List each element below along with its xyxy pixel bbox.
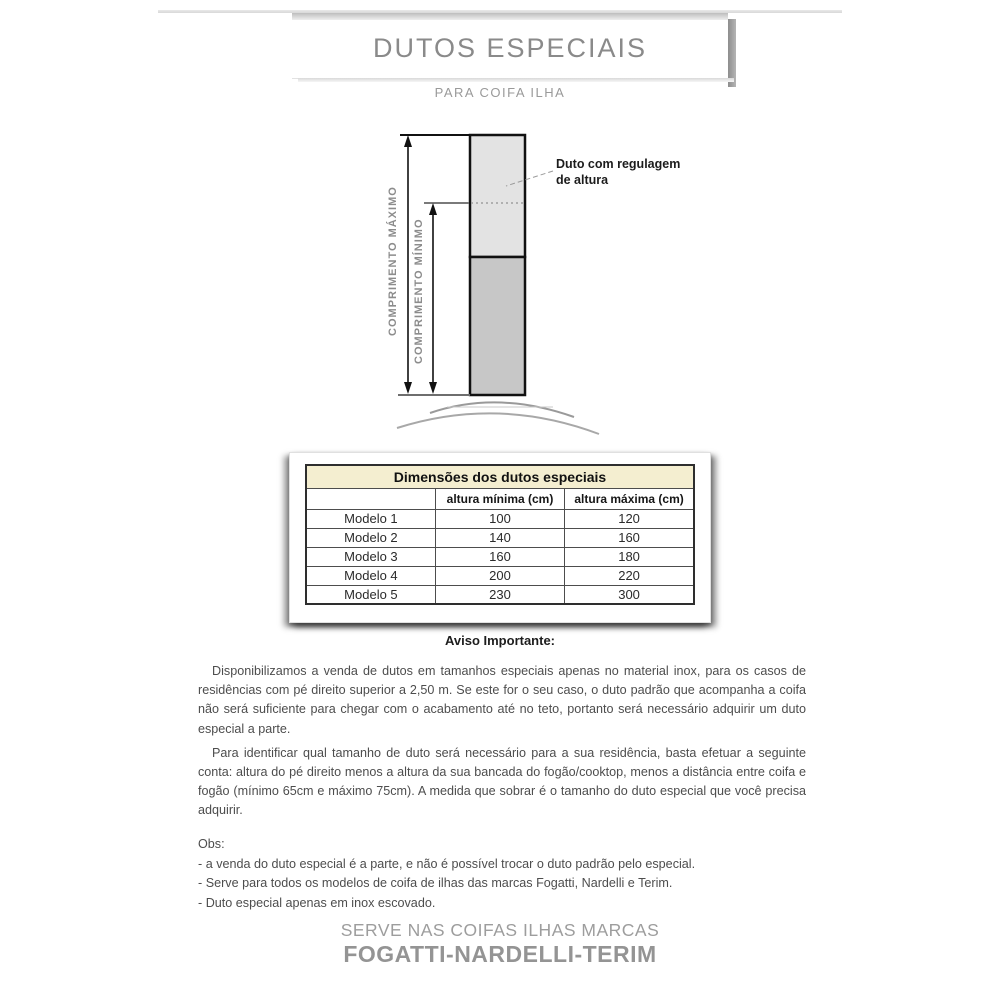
cell-max: 180 [565,547,694,566]
duct-upper-section [470,135,525,257]
label-comprimento-maximo: COMPRIMENTO MÁXIMO [387,186,399,336]
label-comprimento-minimo: COMPRIMENTO MÍNIMO [413,218,425,364]
title-banner [292,13,728,79]
cell-model: Modelo 4 [306,566,435,585]
cell-min: 200 [435,566,564,585]
obs-block [198,835,806,913]
table-row [306,528,694,547]
duct-annotation-line2: de altura [556,173,609,187]
page-title: DUTOS ESPECIAIS [372,33,648,63]
obs-item: - Duto especial apenas em inox escovado. [198,895,436,910]
obs-item: - a venda do duto especial é a parte, e não é possível trocar o duto padrão pelo especial. [198,856,696,871]
cell-min: 230 [435,585,564,604]
cell-max: 160 [565,528,694,547]
table-row [306,566,694,585]
column-header-model [306,488,435,509]
cell-model: Modelo 2 [306,528,435,547]
hood-arc-lower [397,413,599,434]
title-banner-right-shadow [728,19,736,87]
cell-model: Modelo 1 [306,509,435,528]
duct-annotation [556,156,680,188]
obs-heading: Obs: [198,837,225,851]
duct-lower-section [470,257,525,395]
cell-model: Modelo 5 [306,585,435,604]
cell-max: 120 [565,509,694,528]
min-measure-arrowhead-top [429,203,437,215]
notice-paragraphs [198,662,806,821]
table-title: Dimensões dos dutos especiais [306,465,694,488]
cell-max: 300 [565,585,694,604]
cell-min: 100 [435,509,564,528]
obs-item: - Serve para todos os modelos de coifa de ilhas das marcas Fogatti, Nardelli e Terim. [198,876,673,890]
column-header-max: altura máxima (cm) [565,488,694,509]
duct-annotation-line1: Duto com regulagem [556,157,681,171]
cell-model: Modelo 3 [306,547,435,566]
max-measure-arrowhead-bottom [404,382,412,394]
title-banner-bottom-shadow [298,78,734,82]
table-header-row [306,488,694,509]
notice-paragraph-1: Disponibilizamos a venda de dutos em tamanhos especiais apenas no material inox, para os casos de residências com pé direito superior a 2,50 m. Se este for o seu caso, o duto padrão que acompanha a coifa não será suficiente para chegar com o acabamento até no teto, portanto será necessário adquirir um duto especial a parte. [198,664,806,736]
dimensions-table [305,464,695,605]
table-title-row [306,465,694,488]
title-banner-top-shadow [292,13,728,20]
max-measure-arrowhead-top [404,135,412,147]
notice-paragraph-2: Para identificar qual tamanho de duto será necessário para a sua residência, basta efetuar a seguinte conta: altura do pé direito menos a altura da sua bancada do fogão/cooktop, menos a distância entre coifa e fogão (mínimo 65cm e máximo 75cm). A medida que sobrar é o tamanho do duto especial que você precisa adquirir. [198,745,806,818]
footer-brands-intro: SERVE NAS COIFAS ILHAS MARCAS [340,920,660,940]
dimensions-table-card [289,452,711,623]
cell-max: 220 [565,566,694,585]
footer-brand-names: FOGATTI-NARDELLI-TERIM [343,941,657,967]
table-row [306,547,694,566]
table-row [306,509,694,528]
page-subtitle: PARA COIFA ILHA [434,85,566,100]
min-measure-arrowhead-bottom [429,382,437,394]
column-header-min: altura mínima (cm) [435,488,564,509]
notice-heading: Aviso Importante: [444,633,556,648]
cell-min: 160 [435,547,564,566]
table-row [306,585,694,604]
cell-min: 140 [435,528,564,547]
